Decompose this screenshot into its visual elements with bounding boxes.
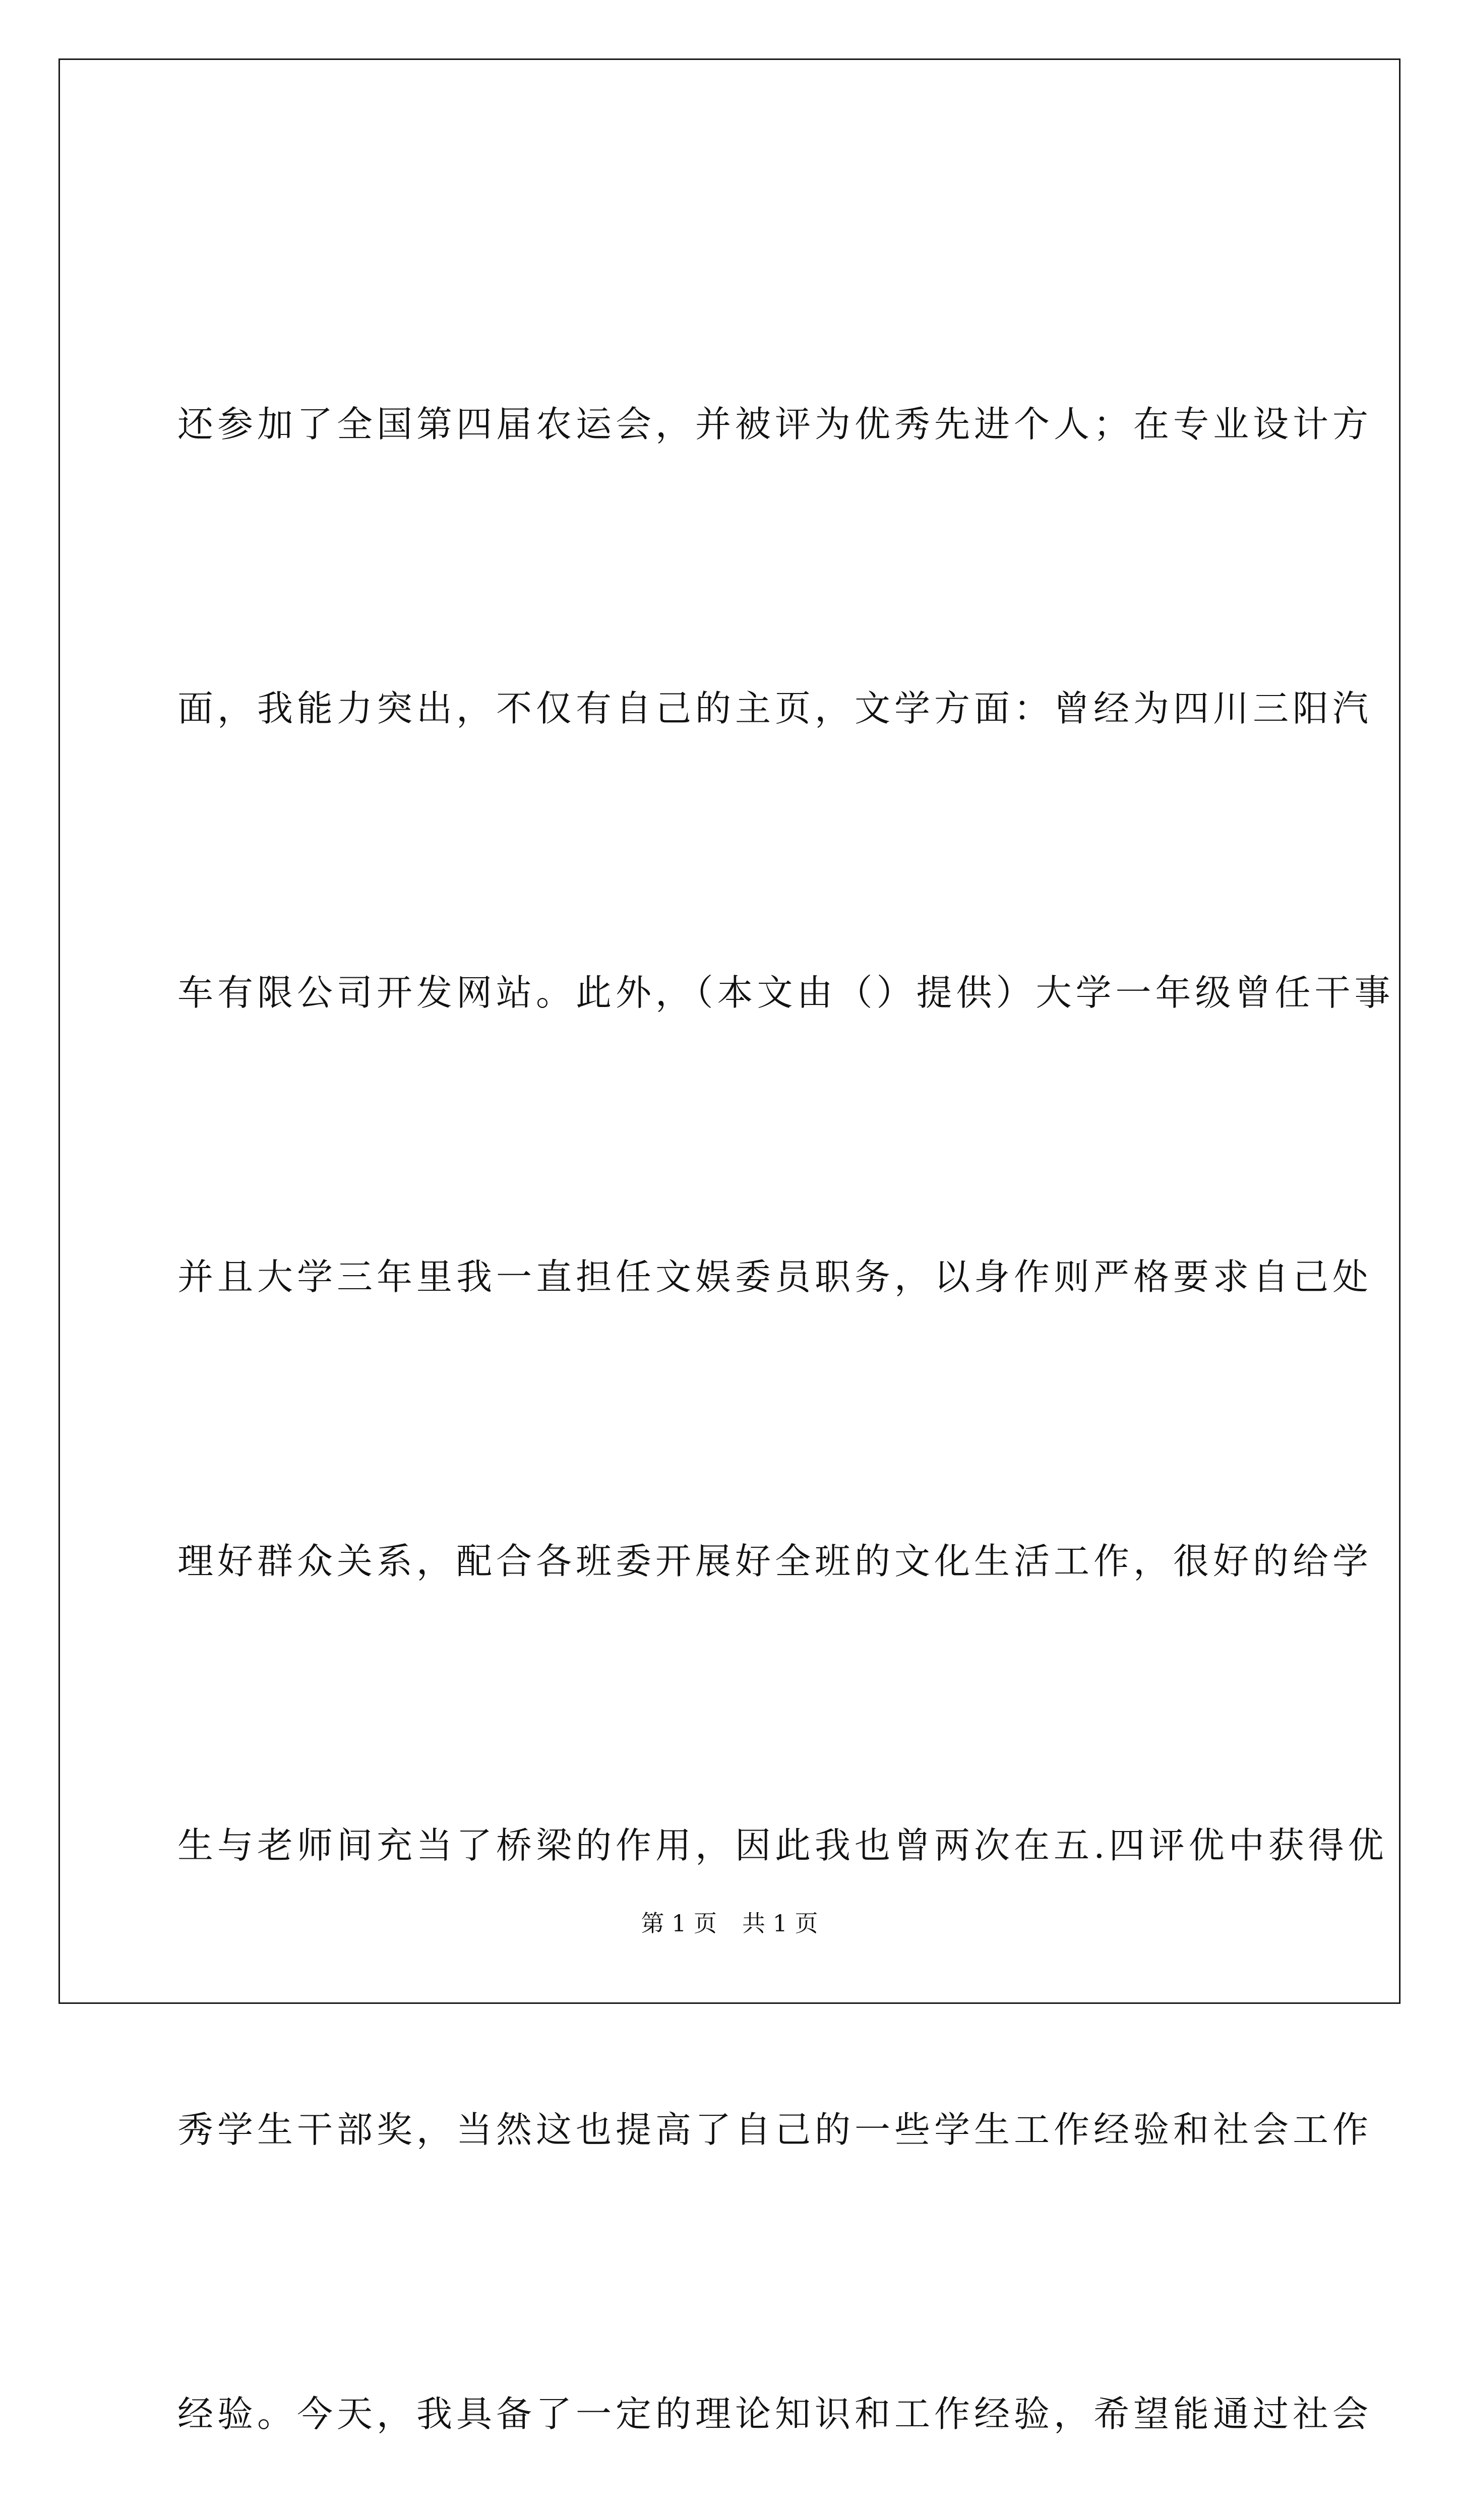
text-line: 经验。今天，我具备了一定的理论知识和工作经验，希望能通过社会 <box>177 2393 1373 2435</box>
paragraph-1 <box>177 187 1394 2520</box>
text-line: 理好群众关系，配合各班委开展好全班的文化生活工作，很好的给学 <box>177 1540 1373 1582</box>
page-number: 第 1 页 <box>641 1910 717 1937</box>
text-line: 车有限公司开发网站。此外，（本文由（）提供）大学一年级曾任干事 <box>177 972 1394 1014</box>
document-body <box>177 187 1394 2520</box>
text-line: 面，我能力突出，不仅有自己的主页，文学方面：曾经为四川三阳汽 <box>177 687 1373 729</box>
page-footer <box>0 1905 1459 1938</box>
text-line: 秀学生干部奖，当然这也提高了自己的一些学生工作经验和社会工作 <box>177 2109 1373 2151</box>
page-total: 共 1 页 <box>742 1910 818 1937</box>
text-line: 生与老师间充当了桥梁的作用，因此我也曾两次在五.四评优中获得优 <box>177 1824 1388 1866</box>
text-line: 还参加了全国第四届农运会，并被评为优秀先进个人；在专业设计方 <box>177 403 1373 445</box>
text-line: 并且大学三年里我一直担任文娱委员职务，以身作则严格要求自己处 <box>177 1256 1373 1298</box>
